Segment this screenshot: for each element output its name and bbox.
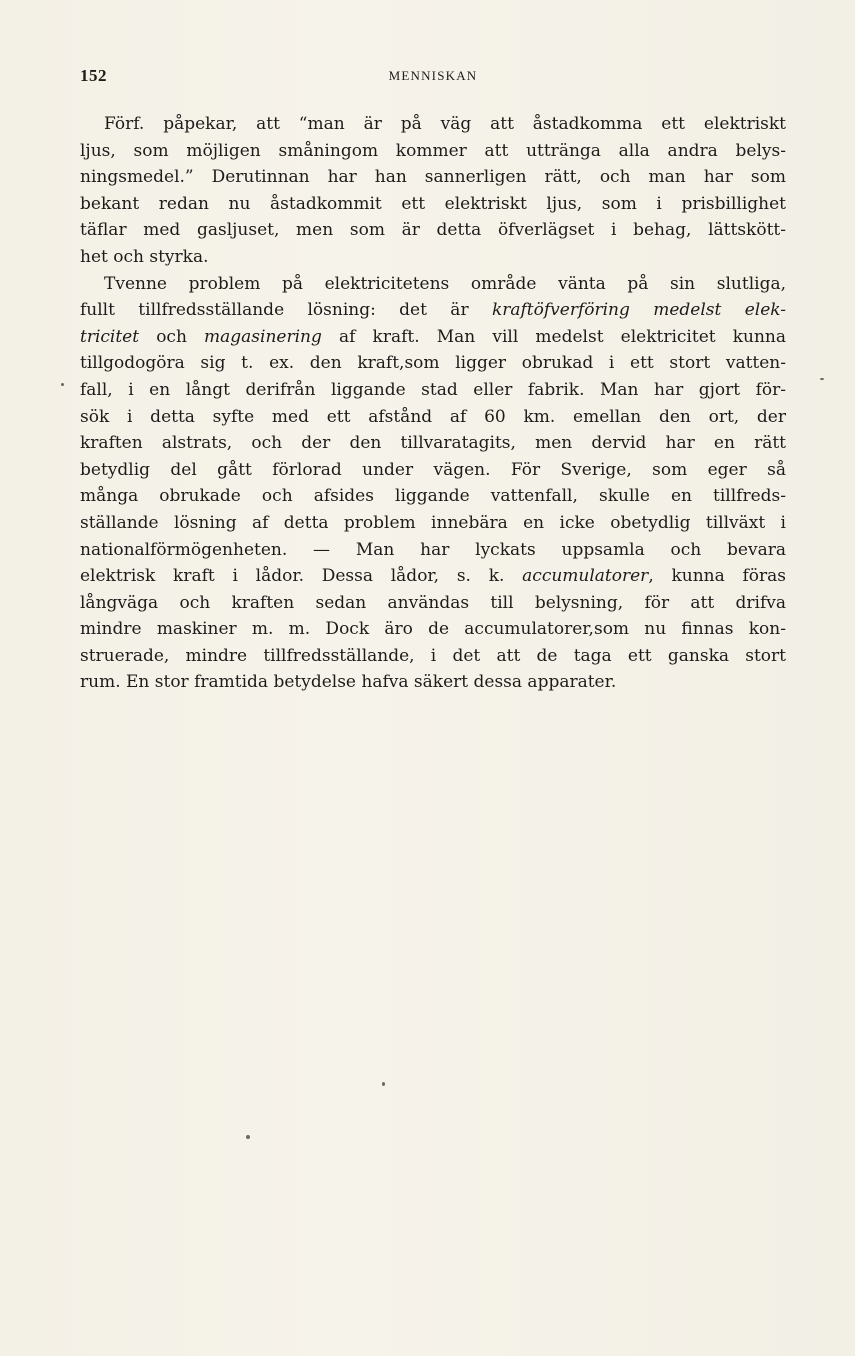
text-line: fall, i en långt derifrån liggande stad eller fabrik. Man har gjort för- xyxy=(80,379,786,400)
text-line: bekant redan nu åstadkommit ett elektriskt ljus, som i prisbillighet xyxy=(80,193,786,214)
text-line: tricitet och magasinering af kraft. Man vill medelst elektricitet kunna xyxy=(80,326,786,347)
text-line: elektrisk kraft i lådor. Dessa lådor, s. k. accumulatorer, kunna föras xyxy=(80,566,786,587)
text-line: Tvenne problem på elektricitetens område vänta på sin slutliga, xyxy=(104,273,786,294)
text-line: ljus, som möjligen småningom kommer att uttränga alla andra belys- xyxy=(80,140,786,161)
text-line: struerade, mindre tillfredsställande, i det att de taga ett ganska stort xyxy=(80,645,786,666)
text-line: fullt tillfredsställande lösning: det är kraftöfverföring medelst elek- xyxy=(80,300,786,321)
italic-term: kraftöfverföring medelst elek- xyxy=(491,300,786,321)
text-line: täflar med gasljuset, men som är detta öfverlägset i behag, lättskött- xyxy=(80,220,786,241)
text-line: rum. En stor framtida betydelse hafva säkert dessa apparater. xyxy=(80,672,617,693)
body-text xyxy=(80,111,786,696)
running-head xyxy=(80,66,786,88)
italic-term: tricitet xyxy=(80,326,140,347)
text-line: ningsmedel.” Derutinnan har han sannerligen rätt, och man har som xyxy=(80,167,786,188)
print-speck xyxy=(61,383,64,386)
text-line: sök i detta syfte med ett afstånd af 60 km. emellan den ort, der xyxy=(80,406,786,427)
page-number: 152 xyxy=(80,66,107,85)
text-line: många obrukade och afsides liggande vattenfall, skulle en tillfreds- xyxy=(80,486,786,507)
text-line: tillgodogöra sig t. ex. den kraft,som ligger obrukad i ett stort vatten- xyxy=(80,353,786,374)
print-speck xyxy=(246,1135,250,1139)
italic-term: magasinering xyxy=(204,326,322,347)
italic-term: accumulatorer xyxy=(522,566,649,587)
print-speck xyxy=(820,378,824,380)
text-line: betydlig del gått förlorad under vägen. För Sverige, som eger så xyxy=(80,459,786,480)
running-title: MENNISKAN xyxy=(388,68,478,83)
text-line: nationalförmögenheten. — Man har lyckats uppsamla och bevara xyxy=(80,539,786,560)
text-line: ställande lösning af detta problem innebära en icke obetydlig tillväxt i xyxy=(80,512,786,533)
text-line: mindre maskiner m. m. Dock äro de accumulatorer,som nu finnas kon- xyxy=(80,619,786,640)
text-line: långväga och kraften sedan användas till belysning, för att drifva xyxy=(80,592,786,613)
print-speck xyxy=(382,1082,385,1086)
text-line: Förf. påpekar, att “man är på väg att åstadkomma ett elektriskt xyxy=(104,114,786,134)
text-line: het och styrka. xyxy=(80,246,209,267)
text-line: kraften alstrats, och der den tillvaratagits, men dervid har en rätt xyxy=(80,433,786,454)
